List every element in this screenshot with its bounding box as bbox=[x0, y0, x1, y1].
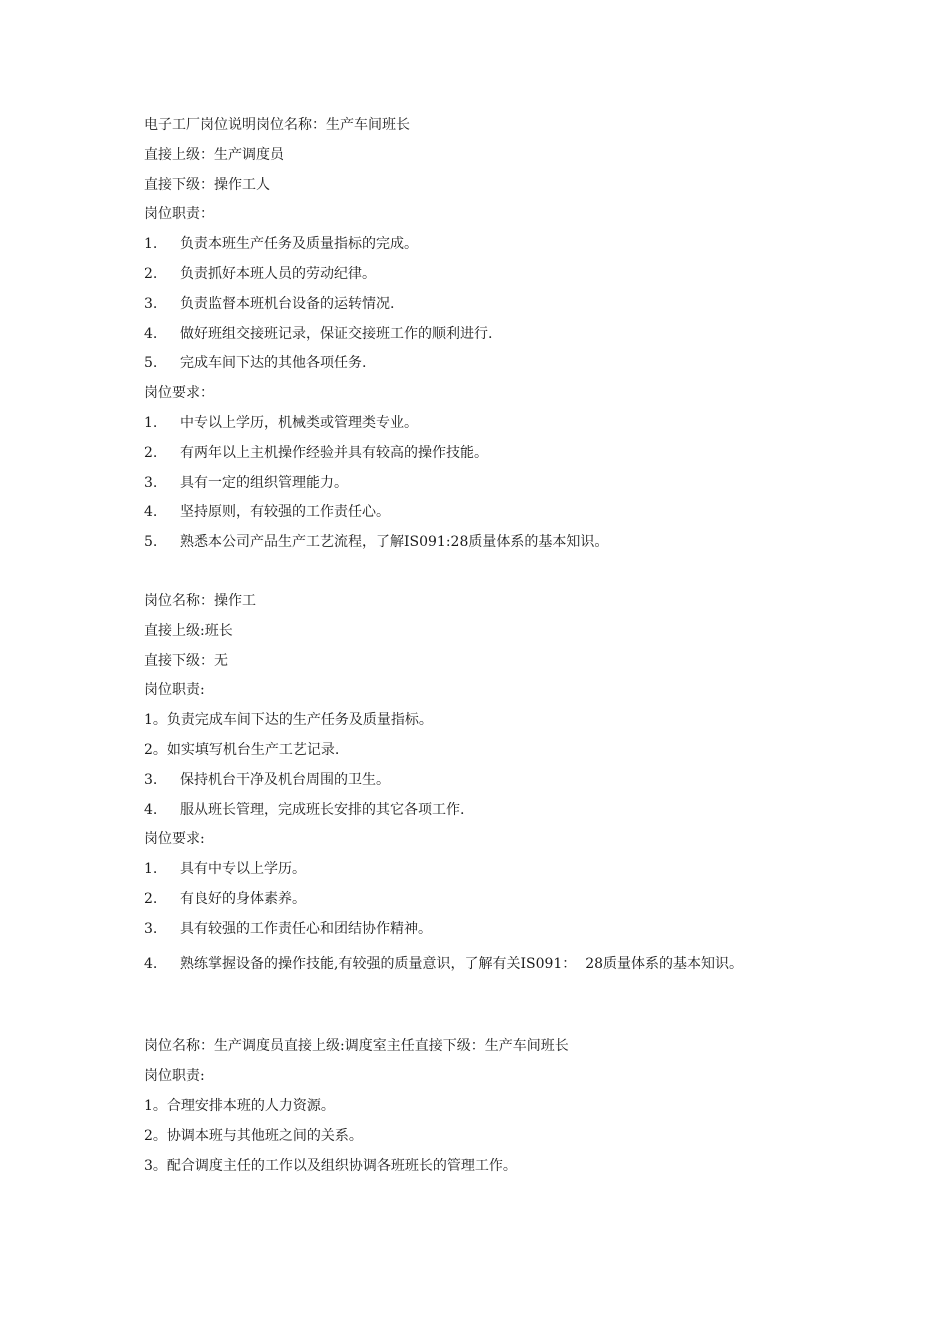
item-text: 熟悉本公司产品生产工艺流程，了解IS091:28质量体系的基本知识。 bbox=[180, 534, 609, 551]
item-text: 服从班长管理，完成班长安排的其它各项工作. bbox=[180, 801, 465, 818]
item-text: 合理安排本班的人力资源。 bbox=[166, 1097, 335, 1114]
list-item bbox=[144, 1097, 814, 1127]
item-text: 配合调度主任的工作以及组织协调各班班长的管理工作。 bbox=[166, 1157, 517, 1174]
section-title: 岗位名称：操作工 bbox=[144, 592, 256, 609]
list-item bbox=[144, 950, 814, 980]
item-text: 坚持原则，有较强的工作责任心。 bbox=[180, 504, 390, 521]
list-item bbox=[144, 771, 814, 801]
item-number: 4. bbox=[144, 801, 158, 818]
section-title: 电子工厂岗位说明岗位名称：生产车间班长 bbox=[144, 117, 410, 133]
section-title: 岗位名称：生产调度员直接上级:调度室主任直接下级：生产车间班长 bbox=[144, 1038, 569, 1055]
item-text: 负责抓好本班人员的劳动纪律。 bbox=[180, 265, 376, 282]
duties-label: 岗位职责: bbox=[144, 682, 205, 699]
item-number: 3. bbox=[144, 771, 158, 788]
item-text: 具有一定的组织管理能力。 bbox=[180, 474, 348, 491]
item-text: 有两年以上主机操作经验并具有较高的操作技能。 bbox=[180, 444, 488, 461]
item-text: 有良好的身体素养。 bbox=[180, 890, 306, 907]
list-item bbox=[144, 890, 814, 920]
list-item bbox=[144, 235, 814, 265]
list-item bbox=[144, 801, 814, 831]
item-text: 具有较强的工作责任心和团结协作精神。 bbox=[180, 920, 432, 937]
document-page bbox=[144, 116, 814, 1186]
section-spacer bbox=[144, 979, 814, 1037]
item-number: 2。 bbox=[144, 741, 167, 758]
item-text: 负责完成车间下达的生产任务及质量指标。 bbox=[166, 712, 433, 729]
section-operator bbox=[144, 592, 814, 979]
direct-superior: 直接上级：生产调度员 bbox=[144, 146, 284, 163]
list-item bbox=[144, 444, 814, 474]
section-spacer bbox=[144, 563, 814, 592]
item-number: 1。 bbox=[144, 712, 167, 729]
item-number: 1. bbox=[144, 236, 158, 253]
list-item bbox=[144, 920, 814, 950]
item-text: 熟练掌握设备的操作技能,有较强的质量意识，了解有关IS091： 28质量体系的基本知识。 bbox=[180, 955, 744, 972]
item-number: 3。 bbox=[144, 1157, 167, 1174]
item-number: 4. bbox=[144, 504, 158, 521]
item-number: 2. bbox=[144, 890, 158, 907]
item-text: 做好班组交接班记录，保证交接班工作的顺利进行. bbox=[180, 325, 493, 342]
item-number: 3. bbox=[144, 474, 158, 491]
item-number: 1. bbox=[144, 861, 158, 878]
item-text: 中专以上学历，机械类或管理类专业。 bbox=[180, 414, 418, 431]
item-number: 2。 bbox=[144, 1127, 167, 1144]
list-item bbox=[144, 354, 814, 384]
duties-label: 岗位职责： bbox=[144, 206, 214, 223]
list-item bbox=[144, 474, 814, 504]
list-item bbox=[144, 741, 814, 771]
list-item bbox=[144, 325, 814, 355]
list-item bbox=[144, 711, 814, 741]
section-shift-leader bbox=[144, 116, 814, 563]
list-item bbox=[144, 265, 814, 295]
list-item bbox=[144, 1157, 814, 1187]
item-number: 4. bbox=[144, 325, 158, 342]
item-number: 4. bbox=[144, 955, 158, 972]
item-text: 负责监督本班机台设备的运转情况. bbox=[180, 295, 395, 312]
item-number: 3. bbox=[144, 920, 158, 937]
item-number: 1. bbox=[144, 414, 158, 431]
section-dispatcher bbox=[144, 1037, 814, 1186]
requirements-label: 岗位要求: bbox=[144, 831, 205, 848]
list-item bbox=[144, 503, 814, 533]
item-text: 如实填写机台生产工艺记录. bbox=[166, 741, 340, 758]
item-number: 3. bbox=[144, 295, 158, 312]
item-number: 5. bbox=[144, 355, 158, 372]
list-item bbox=[144, 860, 814, 890]
list-item bbox=[144, 533, 814, 563]
item-number: 1。 bbox=[144, 1097, 167, 1114]
item-text: 完成车间下达的其他各项任务. bbox=[180, 355, 367, 372]
duties-label: 岗位职责: bbox=[144, 1068, 205, 1085]
direct-superior: 直接上级:班长 bbox=[144, 622, 233, 639]
list-item bbox=[144, 295, 814, 325]
item-text: 保持机台干净及机台周围的卫生。 bbox=[180, 771, 390, 788]
item-text: 具有中专以上学历。 bbox=[180, 861, 306, 878]
requirements-label: 岗位要求： bbox=[144, 385, 214, 402]
direct-subordinate: 直接下级：操作工人 bbox=[144, 176, 270, 193]
item-text: 负责本班生产任务及质量指标的完成。 bbox=[180, 236, 418, 253]
list-item bbox=[144, 414, 814, 444]
direct-subordinate: 直接下级：无 bbox=[144, 652, 228, 669]
list-item bbox=[144, 1127, 814, 1157]
item-number: 5. bbox=[144, 534, 158, 551]
item-text: 协调本班与其他班之间的关系。 bbox=[166, 1127, 363, 1144]
item-number: 2. bbox=[144, 265, 158, 282]
item-number: 2. bbox=[144, 444, 158, 461]
